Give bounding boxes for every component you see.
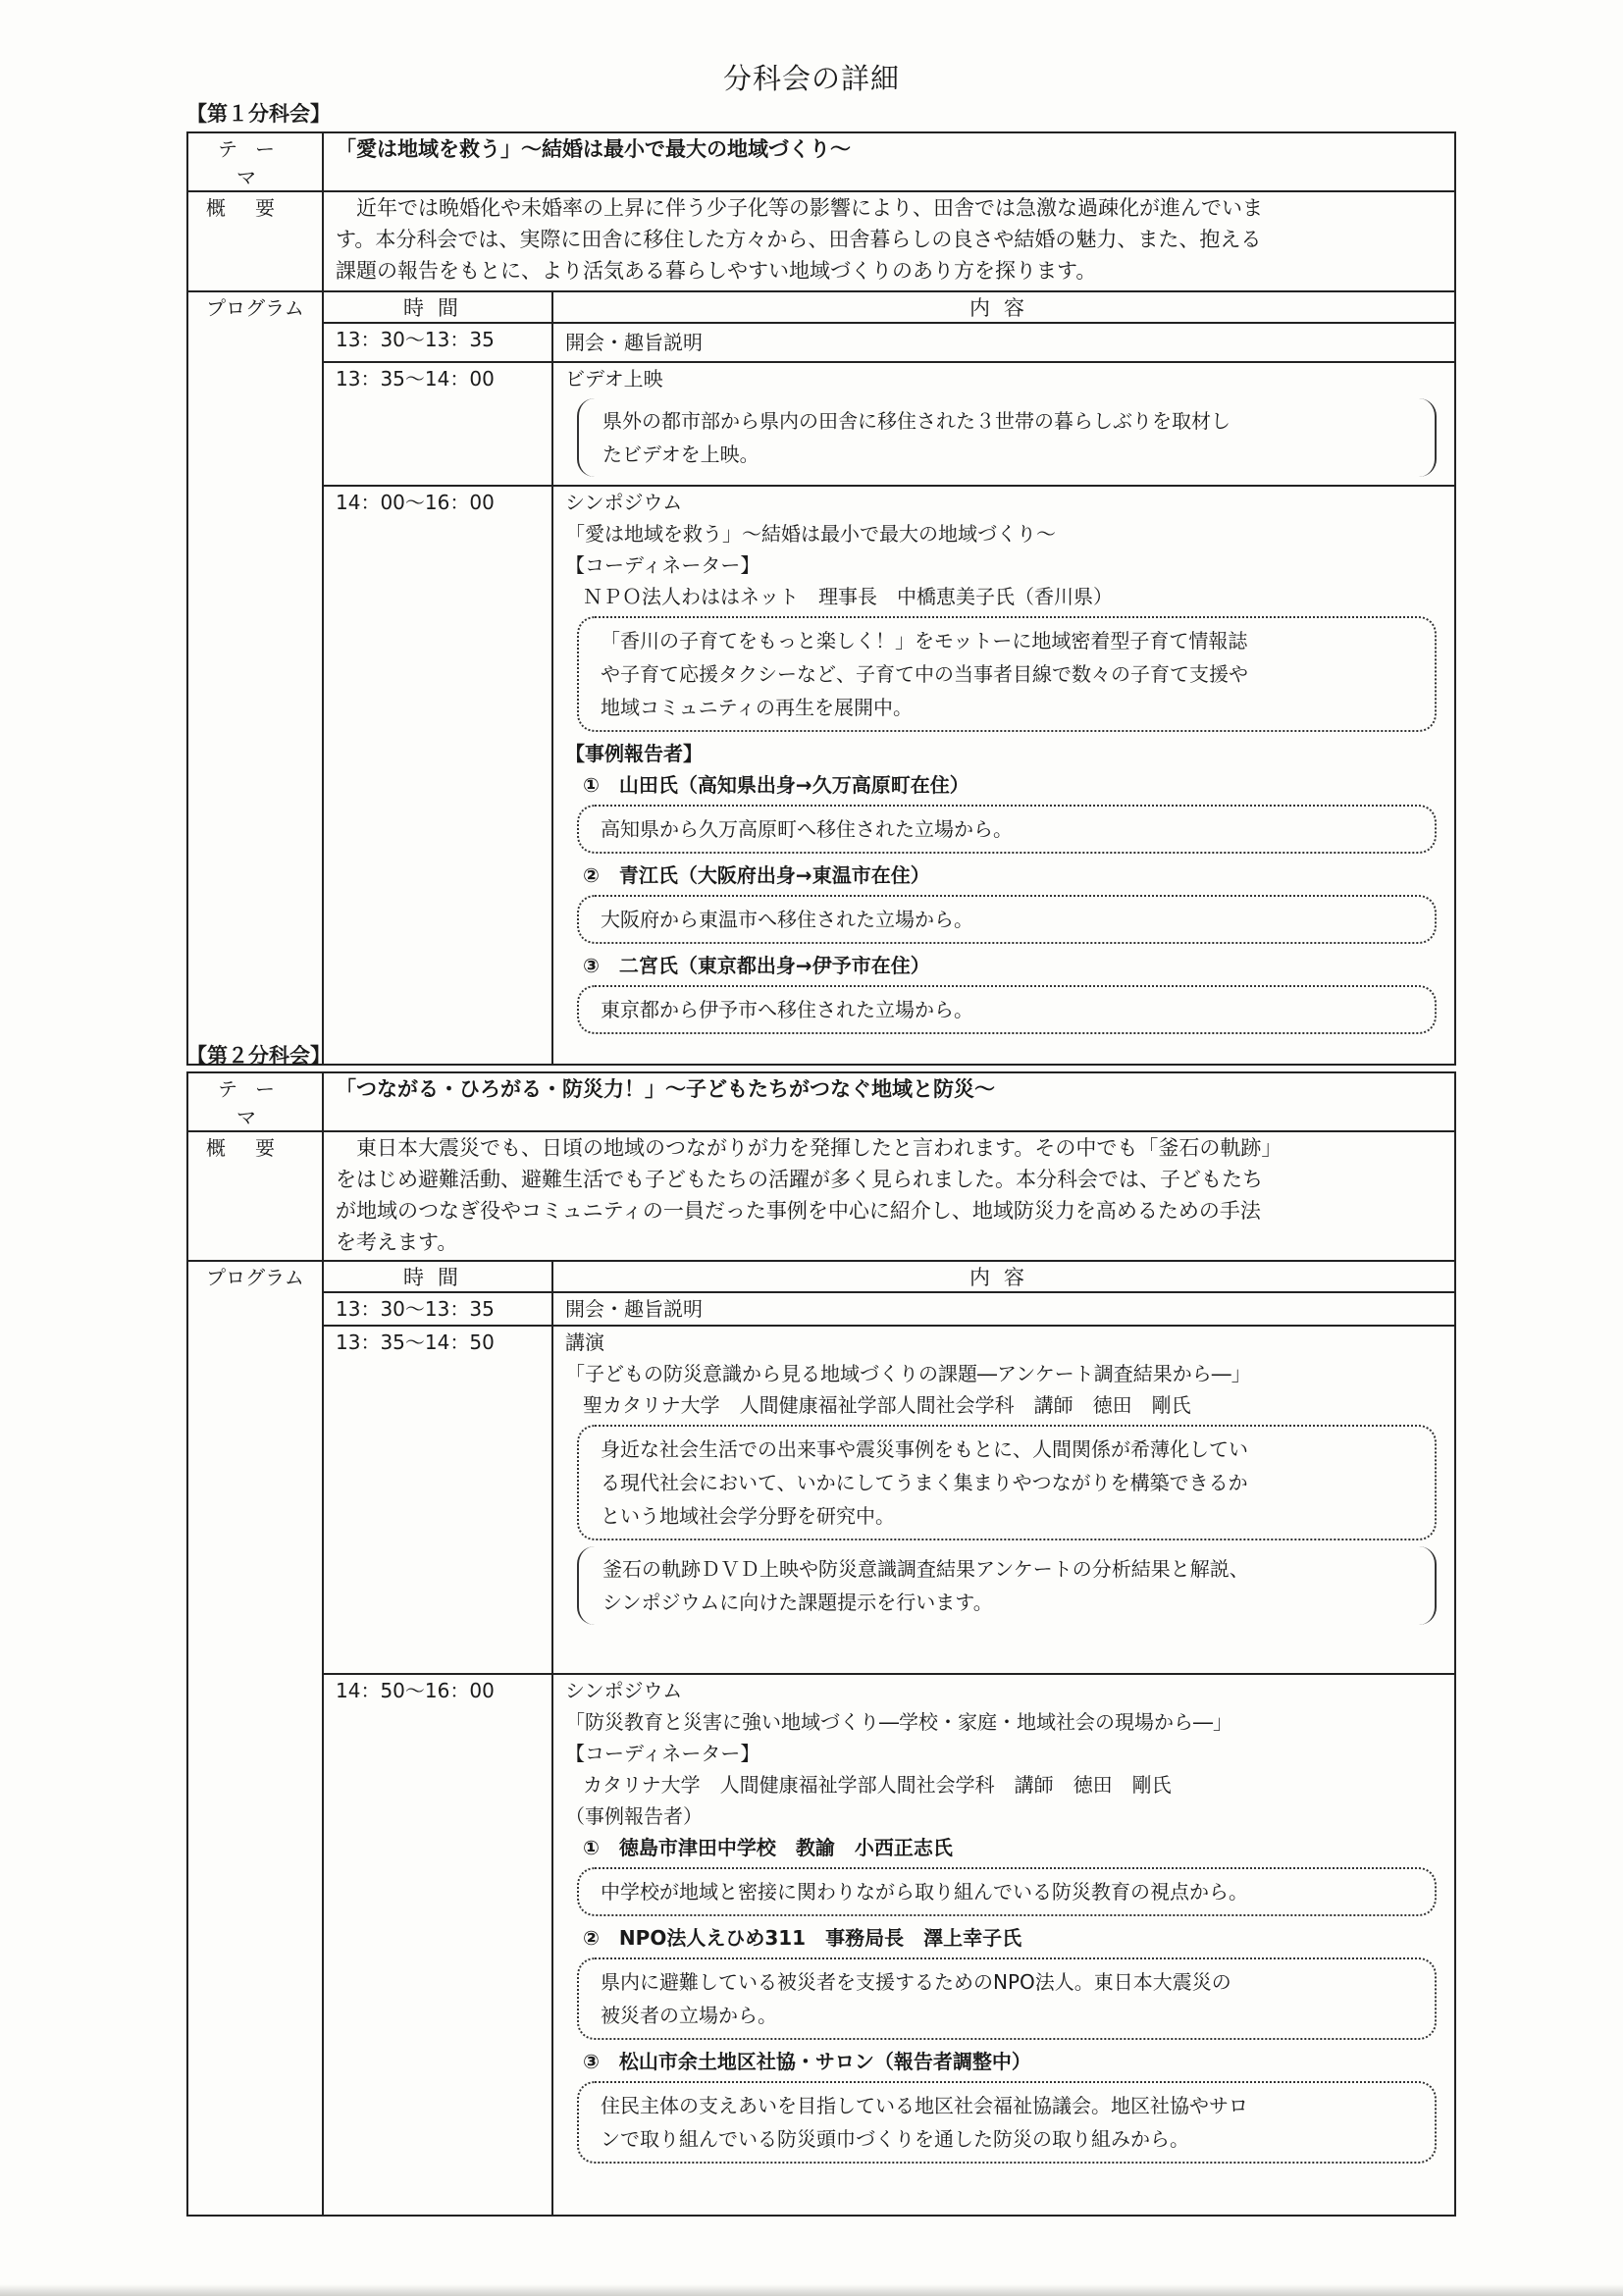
section2-row1-content: 開会・趣旨説明 xyxy=(552,1292,1455,1326)
case-desc-box: 高知県から久万高原町へ移住された立場から。 xyxy=(577,805,1437,854)
section1-row2-content: ビデオ上映 県外の都市部から県内の田舎に移住された３世帯の暮らしぶりを取材し たビデオを上映。 xyxy=(552,362,1455,486)
program-label: プログラム xyxy=(187,1261,323,2216)
lecture-desc-box: 釜石の軌跡ＤＶＤ上映や防災意識調査結果アンケートの分析結果と解説、 シンポジウムに向けた課題提示を行います。 xyxy=(577,1546,1437,1625)
theme-label: テーマ xyxy=(187,132,323,191)
content-header: 内容 xyxy=(552,1261,1455,1292)
case-desc-box: 中学校が地域と密接に関わりながら取り組んでいる防災教育の視点から。 xyxy=(577,1867,1437,1916)
case-desc-box: 大阪府から東温市へ移住された立場から。 xyxy=(577,895,1437,944)
section1-table xyxy=(186,131,1456,1066)
case-desc-box: 県内に避難している被災者を支援するためのNPO法人。東日本大震災の 被災者の立場から。 xyxy=(577,1957,1437,2040)
case-reporter: ③ 二宮氏（東京都出身→伊予市在住） xyxy=(583,954,930,977)
section1-row3-time: 14：00～16：00 xyxy=(323,486,552,1065)
page-title: 分科会の詳細 xyxy=(722,62,900,95)
scan-edge xyxy=(0,2284,1623,2296)
section2-row1-time: 13：30～13：35 xyxy=(323,1292,552,1326)
speaker-desc-box: 身近な社会生活での出来事や震災事例をもとに、人間関係が希薄化してい る現代社会において、いかにしてうまく集まりやつながりを構築できるか という地域社会学分野を研究中。 xyxy=(577,1425,1437,1540)
time-header: 時間 xyxy=(323,291,552,323)
section1-row1-content: 開会・趣旨説明 xyxy=(552,323,1455,362)
coordinator-desc-box: 「香川の子育てをもっと楽しく！」をモットーに地域密着型子育て情報誌 や子育て応援タクシーなど、子育て中の当事者目線で数々の子育て支援や 地域コミュニティの再生を展開中。 xyxy=(577,616,1437,732)
program-label: プログラム xyxy=(187,291,323,1065)
section2-summary: 東日本大震災でも、日頃の地域のつながりが力を発揮したと言われます。その中でも「釜石の軌跡」 をはじめ避難活動、避難生活でも子どもたちの活躍が多く見られました。本分科会では、子どもたち が地域のつなぎ役やコミュニティの一員だった事例を中心に紹介し、地域防災力を高めるための手法 を考えます。 xyxy=(323,1131,1455,1261)
case-reporter: ① 徳島市津田中学校 教諭 小西正志氏 xyxy=(583,1836,953,1859)
section1-summary: 近年では晩婚化や未婚率の上昇に伴う少子化等の影響により、田舎では急激な過疎化が進んでいま す。本分科会では、実際に田舎に移住した方々から、田舎暮らしの良さや結婚の魅力、また、抱える 課題の報告をもとに、より活気ある暮らしやすい地域づくりのあり方を探ります。 xyxy=(323,191,1455,291)
section1-label: 【第１分科会】 xyxy=(186,102,331,126)
case-reporter: ③ 松山市余土地区社協・サロン（報告者調整中） xyxy=(583,2050,1031,2073)
section1-row3-content: シンポジウム 「愛は地域を救う」～結婚は最小で最大の地域づくり～ 【コーディネーター】 ＮＰＯ法人わははネット 理事長 中橋恵美子氏（香川県） 「香川の子育てをもっと楽しく！」をモットーに地域密着型子育て情報誌 や子育て応援タクシーなど、子育て中の当事者目線で数々の子育て支援や 地域コミュニティの再生を展開中。 【事例報告者】 ① 山田氏（高知県出身→久万高原町在住） 高知県から久万高原町へ移住された立場から。 ② 青江氏（大阪府出身→東温市在住） 大阪府から東温市へ移住された立場から。 ③ 二宮氏（東京都出身→伊予市在住） 東京都から伊予市へ移住された立場から。 xyxy=(552,486,1455,1065)
section2-row3-content: シンポジウム 「防災教育と災害に強い地域づくり―学校・家庭・地域社会の現場から―」 【コーディネーター】 カタリナ大学 人間健康福祉学部人間社会学科 講師 徳田 剛氏 （事例報告者） ① 徳島市津田中学校 教諭 小西正志氏 中学校が地域と密接に関わりながら取り組んでいる防災教育の視点から。 ② NPO法人えひめ311 事務局長 澤上幸子氏 県内に避難している被災者を支援するためのNPO法人。東日本大震災の 被災者の立場から。 ③ 松山市余土地区社協・サロン（報告者調整中） 住民主体の支えあいを目指している地区社会福祉協議会。地区社協やサロ ンで取り組んでいる防災頭巾づくりを通した防災の取り組みから。 xyxy=(552,1674,1455,2216)
section2-row2-time: 13：35～14：50 xyxy=(323,1326,552,1674)
time-header: 時間 xyxy=(323,1261,552,1292)
content-header: 内容 xyxy=(552,291,1455,323)
case-reporter: ② 青江氏（大阪府出身→東温市在住） xyxy=(583,863,930,887)
theme-label: テーマ xyxy=(187,1072,323,1131)
summary-label: 概要 xyxy=(187,191,323,291)
case-desc-box: 住民主体の支えあいを目指している地区社会福祉協議会。地区社協やサロ ンで取り組んでいる防災頭巾づくりを通した防災の取り組みから。 xyxy=(577,2081,1437,2164)
case-reporter: ② NPO法人えひめ311 事務局長 澤上幸子氏 xyxy=(583,1926,1022,1950)
summary-label: 概要 xyxy=(187,1131,323,1261)
section1-row1-time: 13：30～13：35 xyxy=(323,323,552,362)
section2-theme: 「つながる・ひろがる・防災力！」～子どもたちがつなぐ地域と防災～ xyxy=(323,1072,1455,1131)
case-reporter: ① 山田氏（高知県出身→久万高原町在住） xyxy=(583,773,969,797)
section1-row2-time: 13：35～14：00 xyxy=(323,362,552,486)
section2-table xyxy=(186,1071,1456,2217)
section1-theme: 「愛は地域を救う」～結婚は最小で最大の地域づくり～ xyxy=(323,132,1455,191)
video-desc-box: 県外の都市部から県内の田舎に移住された３世帯の暮らしぶりを取材し たビデオを上映。 xyxy=(577,398,1437,477)
case-desc-box: 東京都から伊予市へ移住された立場から。 xyxy=(577,985,1437,1034)
section2-label: 【第２分科会】 xyxy=(186,1044,331,1068)
section2-row3-time: 14：50～16：00 xyxy=(323,1674,552,2216)
section2-row2-content: 講演 「子どもの防災意識から見る地域づくりの課題―アンケート調査結果から―」 聖カタリナ大学 人間健康福祉学部人間社会学科 講師 徳田 剛氏 身近な社会生活での出来事や震災事例をもとに、人間関係が希薄化してい る現代社会において、いかにしてうまく集まりやつながりを構築できるか という地域社会学分野を研究中。 釜石の軌跡ＤＶＤ上映や防災意識調査結果アンケートの分析結果と解説、 シンポジウムに向けた課題提示を行います。 xyxy=(552,1326,1455,1674)
